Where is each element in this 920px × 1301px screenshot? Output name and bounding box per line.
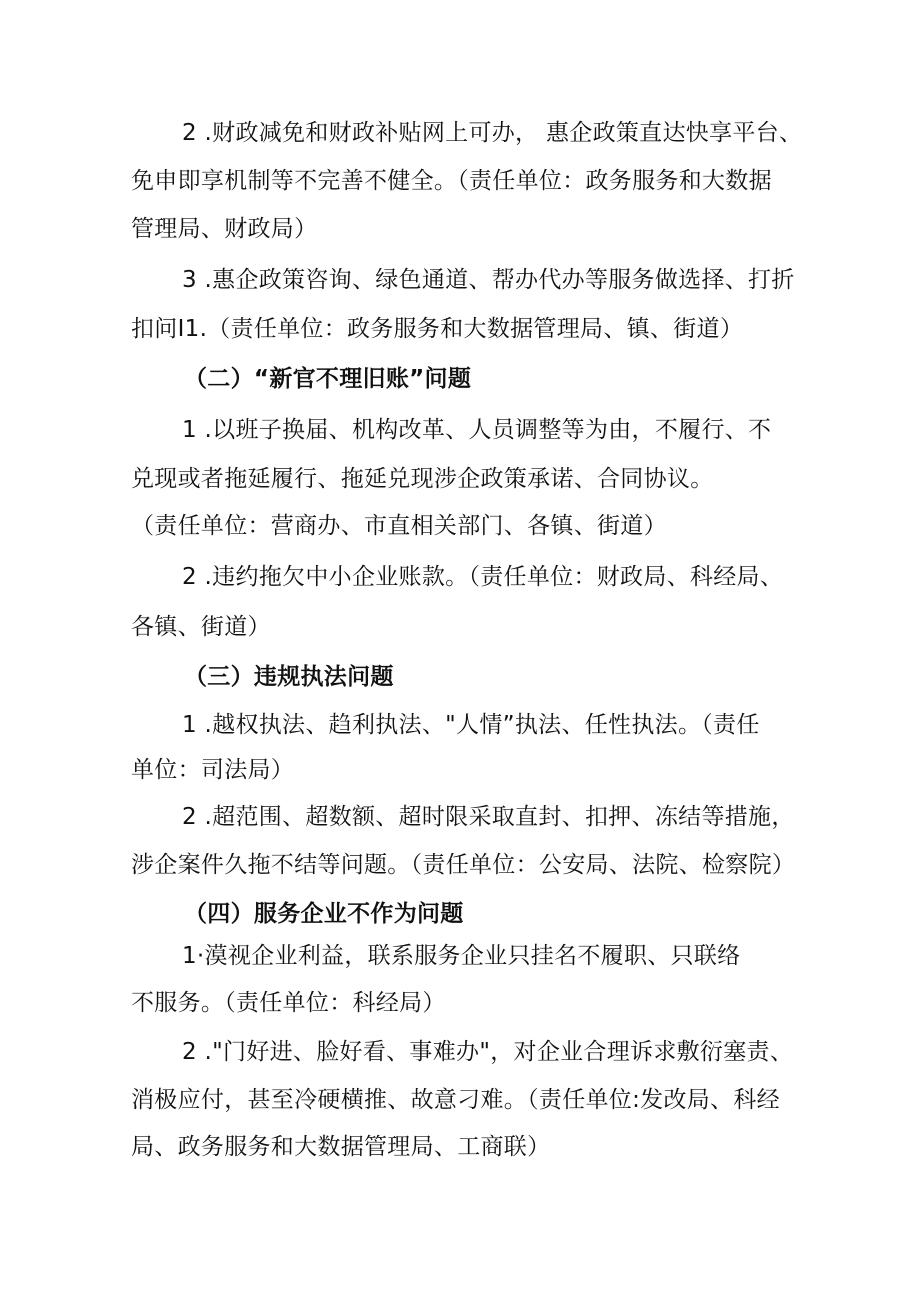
s2-item-1-line-2: 兑现或者拖延履行、拖延兑现涉企政策承诺、合同协议。 <box>131 466 714 492</box>
s4-item-1-line-1: 1·漠视企业利益，联系服务企业只挂名不履职、只联络 <box>182 943 741 969</box>
item-3-line-2: 扣问I1.（责任单位：政务服务和大数据管理局、镇、街道） <box>131 316 744 342</box>
s2-item-2-line-1: 2 .违约拖欠中小企业账款。（责任单位：财政局、科经局、 <box>182 564 784 590</box>
s3-item-2-line-2: 涉企案件久拖不结等问题。（责任单位：公安局、法院、检察院） <box>131 852 796 878</box>
s3-item-2-line-1: 2 .超范围、超数额、超时限采取直封、扣押、冻结等措施， <box>182 804 795 830</box>
section-heading-3: （三）违规执法问题 <box>184 664 394 690</box>
s2-item-1-line-1: 1 .以班子换届、机构改革、人员调整等为由，不履行、不 <box>182 417 772 443</box>
s4-item-2-line-1: 2 ."门好进、脸好看、事难办"，对企业合理诉求敷衍塞责、 <box>182 1039 794 1065</box>
s4-item-2-line-2: 消极应付，甚至冷硬横推、故意刁难。（责任单位:发改局、科经 <box>131 1087 780 1113</box>
item-3-line-1: 3 .惠企政策咨询、绿色通道、帮办代办等服务做选择、打折 <box>182 267 795 293</box>
item-2-line-3: 管理局、财政局） <box>131 216 318 242</box>
s4-item-1-line-2: 不服务。（责任单位：科经局） <box>131 990 446 1016</box>
s4-item-2-line-3: 局、政务服务和大数据管理局、工商联） <box>131 1134 551 1160</box>
s3-item-1-line-2: 单位：司法局） <box>131 757 295 783</box>
s2-item-1-line-3: （责任单位：营商办、市直相关部门、各镇、街道） <box>131 513 667 539</box>
s2-item-2-line-2: 各镇、街道） <box>131 614 271 640</box>
item-2-line-2: 免申即享机制等不完善不健全。（责任单位：政务服务和大数据 <box>131 168 772 194</box>
section-heading-4: （四）服务企业不作为问题 <box>184 901 464 927</box>
item-2-line-1: 2 .财政减免和财政补贴网上可办， 惠企政策直达快享平台、 <box>182 120 803 146</box>
section-heading-2: （二）“新官不理旧账”问题 <box>184 366 472 392</box>
s3-item-1-line-1: 1 .越权执法、趋利执法、"人情”执法、任性执法。（责任 <box>182 712 760 738</box>
